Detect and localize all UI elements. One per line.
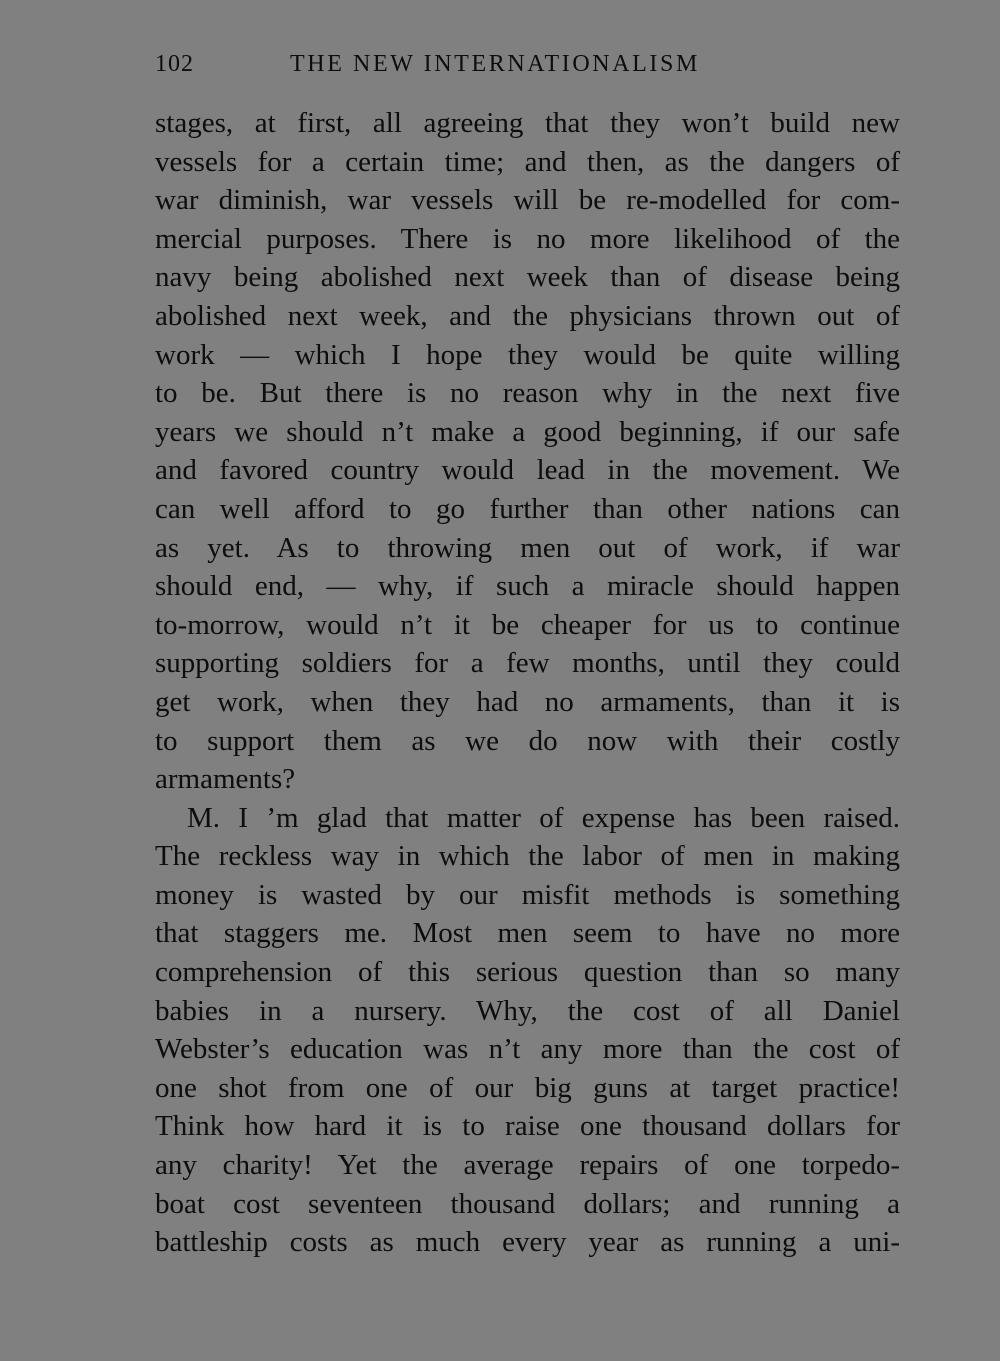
text-line: work — which I hope they would be quite willing — [155, 338, 900, 371]
text-line: years we should n’t make a good beginning, if our safe — [155, 415, 900, 448]
text-line: that staggers me. Most men seem to have no more — [155, 917, 900, 950]
text-line: and favored country would lead in the movement. We — [155, 454, 900, 487]
text-line: one shot from one of our big guns at target practice! — [155, 1071, 900, 1104]
body-text — [155, 104, 900, 1262]
text-line: stages, at first, all agreeing that they won’t build new — [155, 107, 900, 139]
text-line: M. I ’m glad that matter of expense has been raised. — [187, 801, 900, 834]
text-line: vessels for a certain time; and then, as the dangers of — [155, 145, 900, 178]
running-head — [155, 46, 900, 82]
paragraph — [155, 799, 900, 1262]
text-line: any charity! Yet the average repairs of one torpedo- — [155, 1149, 900, 1182]
text-line: war diminish, war vessels will be re-modelled for com- — [155, 184, 900, 217]
text-line: battleship costs as much every year as running a uni- — [155, 1226, 900, 1259]
running-title: THE NEW INTERNATIONALISM — [290, 51, 700, 77]
text-line: babies in a nursery. Why, the cost of all Daniel — [155, 994, 900, 1027]
text-line: mercial purposes. There is no more likelihood of the — [155, 222, 900, 255]
paragraph — [155, 104, 900, 799]
text-line: The reckless way in which the labor of men in making — [155, 840, 900, 873]
text-line: supporting soldiers for a few months, until they could — [155, 647, 900, 680]
text-line: to be. But there is no reason why in the next five — [155, 377, 900, 410]
text-line: comprehension of this serious question than so many — [155, 956, 900, 989]
text-line: boat cost seventeen thousand dollars; and running a — [155, 1187, 900, 1220]
text-line: Webster’s education was n’t any more than the cost of — [155, 1033, 900, 1066]
page-number: 102 — [155, 51, 194, 77]
text-line: get work, when they had no armaments, than it is — [155, 685, 900, 718]
text-line: can well afford to go further than other nations can — [155, 492, 900, 525]
text-line: navy being abolished next week than of disease being — [155, 261, 900, 294]
text-line: as yet. As to throwing men out of work, if war — [155, 531, 900, 564]
text-line: to-morrow, would n’t it be cheaper for us to continue — [155, 608, 900, 641]
text-line: should end, — why, if such a miracle should happen — [155, 570, 900, 603]
text-line: Think how hard it is to raise one thousand dollars for — [155, 1110, 900, 1143]
text-line: to support them as we do now with their costly — [155, 724, 900, 757]
text-line: money is wasted by our misfit methods is something — [155, 878, 900, 911]
text-line: armaments? — [155, 763, 296, 796]
text-line: abolished next week, and the physicians thrown out of — [155, 299, 900, 332]
